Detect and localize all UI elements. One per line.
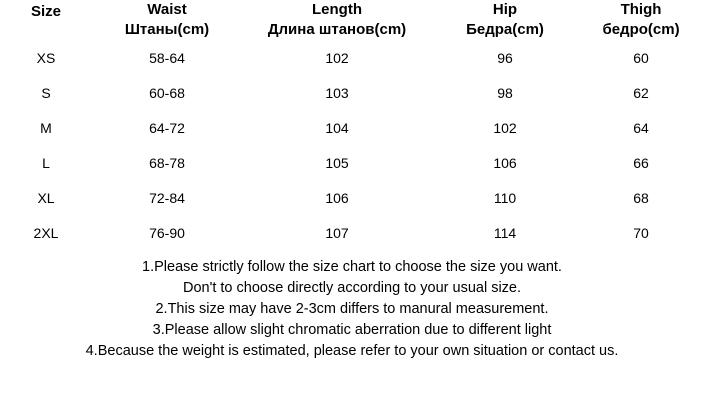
cell-size: XL (37, 189, 55, 206)
cell-hip: 98 (497, 84, 513, 101)
cell-length: 106 (325, 189, 349, 206)
cell-length: 105 (325, 154, 349, 171)
note-item: Don't to choose directly according to your usual size. (182, 279, 522, 296)
cell-thigh: 60 (633, 49, 649, 66)
cell-waist: 72-84 (149, 189, 185, 206)
table-row (0, 181, 704, 216)
cell-size: S (41, 84, 51, 101)
note-item: 4.Because the weight is estimated, please refer to your own situation or contact us. (85, 342, 619, 359)
cell-hip: 106 (493, 154, 517, 171)
column-header-waist-en: Waist (147, 1, 187, 18)
cell-hip: 96 (497, 49, 513, 66)
note-item: 3.Please allow slight chromatic aberration due to different light (152, 321, 552, 338)
cell-thigh: 66 (633, 154, 649, 171)
table-row (0, 146, 704, 181)
cell-size: L (42, 154, 50, 171)
table-header (0, 0, 704, 41)
column-header-length (242, 0, 432, 41)
cell-waist: 58-64 (149, 49, 185, 66)
cell-waist: 64-72 (149, 119, 185, 136)
cell-length: 103 (325, 84, 349, 101)
column-header-length-en: Length (312, 1, 362, 18)
cell-thigh: 68 (633, 189, 649, 206)
column-header-size (0, 0, 92, 41)
table-row (0, 216, 704, 251)
column-header-hip (432, 0, 578, 41)
cell-waist: 68-78 (149, 154, 185, 171)
note-item: 2.This size may have 2-3cm differs to manural measurement. (155, 300, 549, 317)
column-header-hip-en: Hip (492, 1, 518, 18)
cell-thigh: 70 (633, 224, 649, 241)
cell-thigh: 64 (633, 119, 649, 136)
cell-thigh: 62 (633, 84, 649, 101)
column-header-hip-ru: Бедра(cm) (466, 21, 544, 39)
cell-waist: 60-68 (149, 84, 185, 101)
table-row (0, 111, 704, 146)
table-body (0, 41, 704, 251)
cell-size: M (40, 119, 52, 136)
cell-length: 104 (325, 119, 349, 136)
column-header-waist-ru: Штаны(cm) (124, 21, 210, 39)
cell-length: 107 (325, 224, 349, 241)
notes-list (0, 257, 704, 362)
cell-waist: 76-90 (149, 224, 185, 241)
column-header-thigh-ru: бедро(cm) (602, 21, 680, 39)
cell-length: 102 (325, 49, 349, 66)
column-header-length-ru: Длина штанов(cm) (267, 21, 407, 39)
cell-hip: 102 (493, 119, 517, 136)
column-header-size-label: Size (30, 3, 61, 21)
table-row (0, 76, 704, 111)
column-header-thigh-en: Thigh (620, 1, 662, 18)
column-header-waist (92, 0, 242, 41)
cell-size: XS (36, 49, 56, 66)
cell-size: 2XL (33, 224, 59, 241)
table-row (0, 41, 704, 76)
column-header-thigh (578, 0, 704, 41)
note-item: 1.Please strictly follow the size chart to choose the size you want. (142, 258, 562, 275)
table-header-row (0, 0, 704, 41)
cell-hip: 110 (493, 189, 517, 206)
cell-hip: 114 (493, 224, 517, 241)
